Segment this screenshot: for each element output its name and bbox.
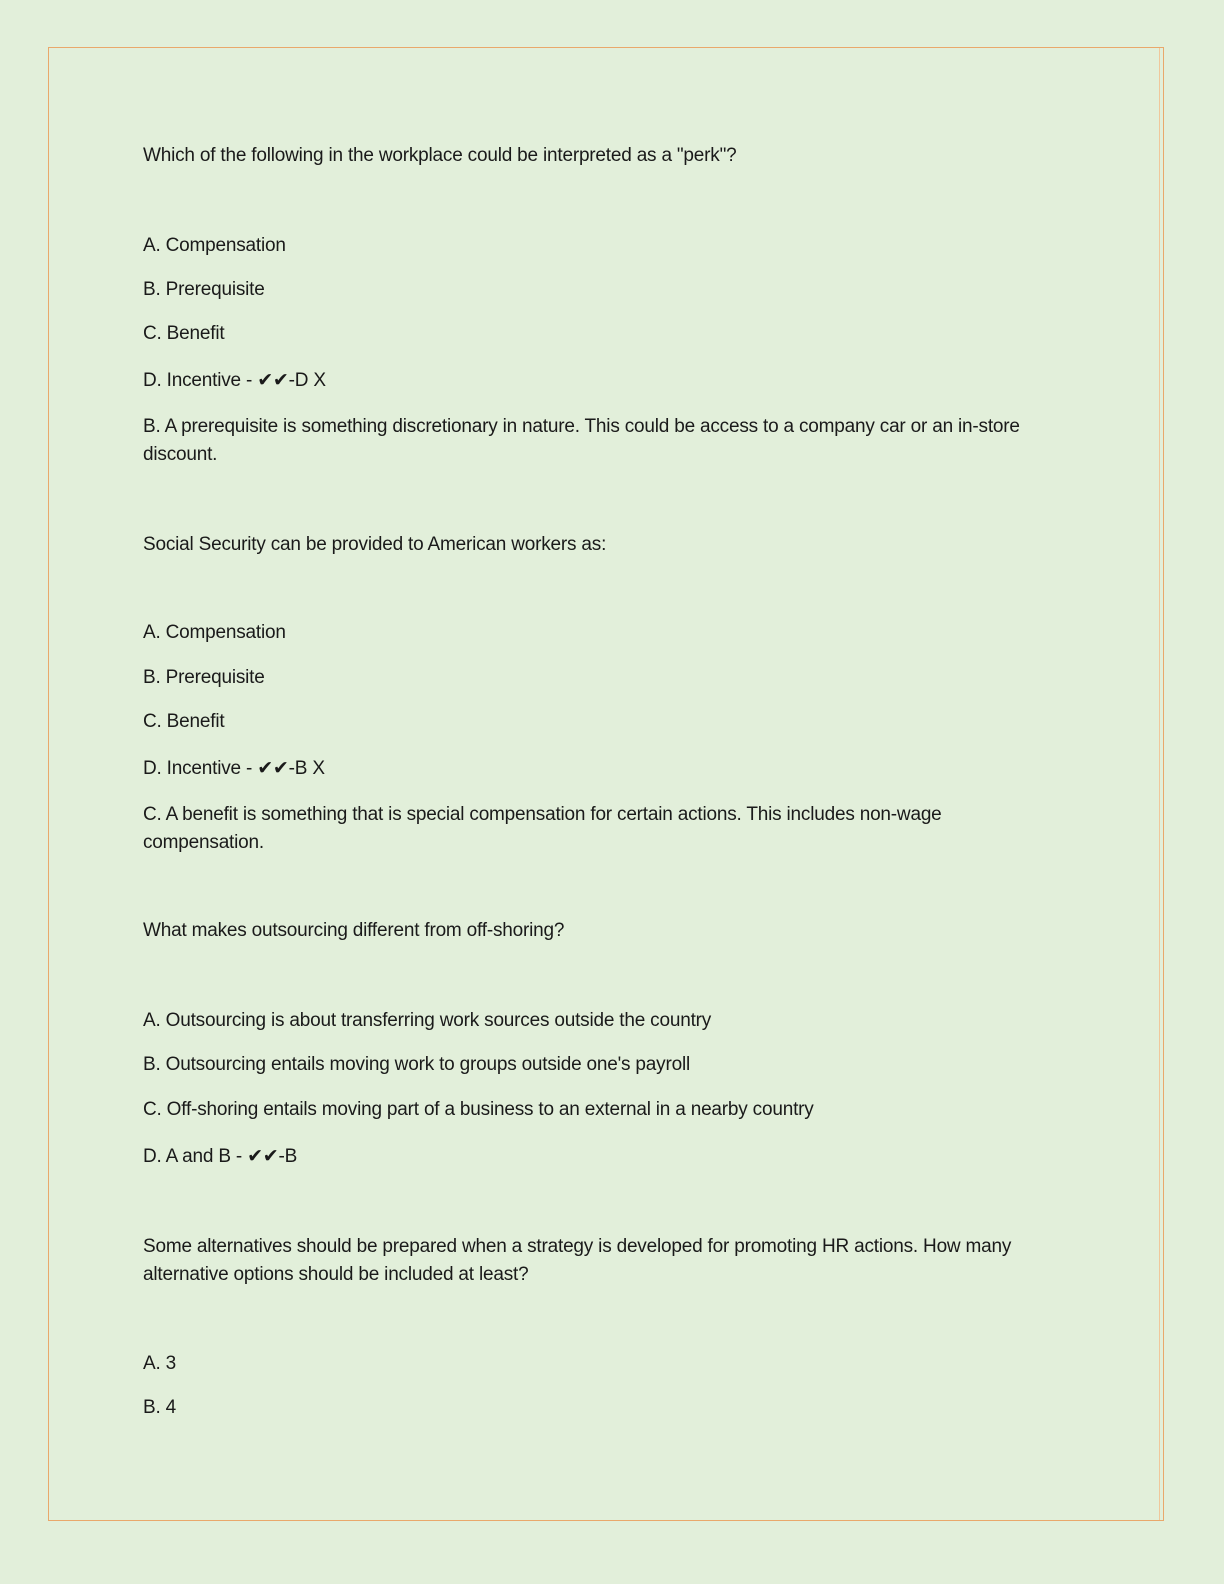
- question-1-option-b: B. Prerequisite: [143, 279, 265, 300]
- question-2-option-d: D. Incentive - ✔✔-B X: [143, 758, 325, 779]
- question-2-option-a: A. Compensation: [143, 622, 286, 643]
- question-3-option-b: B. Outsourcing entails moving work to groups outside one's payroll: [143, 1054, 690, 1075]
- question-2-option-c: C. Benefit: [143, 711, 225, 732]
- question-2-prompt: Social Security can be provided to American workers as:: [143, 534, 607, 555]
- question-2-explanation: C. A benefit is something that is special compensation for certain actions. This includes non-wage compensation.: [143, 804, 942, 853]
- question-1-prompt: Which of the following in the workplace could be interpreted as a "perk"?: [143, 145, 737, 166]
- question-1-option-a: A. Compensation: [143, 235, 286, 256]
- question-2-option-b: B. Prerequisite: [143, 667, 265, 688]
- question-4-option-a: A. 3: [143, 1353, 176, 1374]
- question-3-option-a: A. Outsourcing is about transferring work sources outside the country: [143, 1010, 712, 1031]
- question-4-prompt: Some alternatives should be prepared when a strategy is developed for promoting HR actions. How many alternative options should be included at least?: [143, 1236, 1012, 1285]
- page-border: [48, 47, 1164, 1521]
- question-3-option-c: C. Off-shoring entails moving part of a business to an external in a nearby country: [143, 1099, 814, 1120]
- question-3-prompt: What makes outsourcing different from off-shoring?: [143, 920, 565, 941]
- question-4-option-b: B. 4: [143, 1397, 176, 1418]
- question-1-explanation: B. A prerequisite is something discretionary in nature. This could be access to a company car or an in-store discount.: [143, 416, 1020, 465]
- question-1-option-d: D. Incentive - ✔✔-D X: [143, 370, 326, 391]
- question-3-option-d: D. A and B - ✔✔-B: [143, 1146, 298, 1167]
- question-1-option-c: C. Benefit: [143, 323, 225, 344]
